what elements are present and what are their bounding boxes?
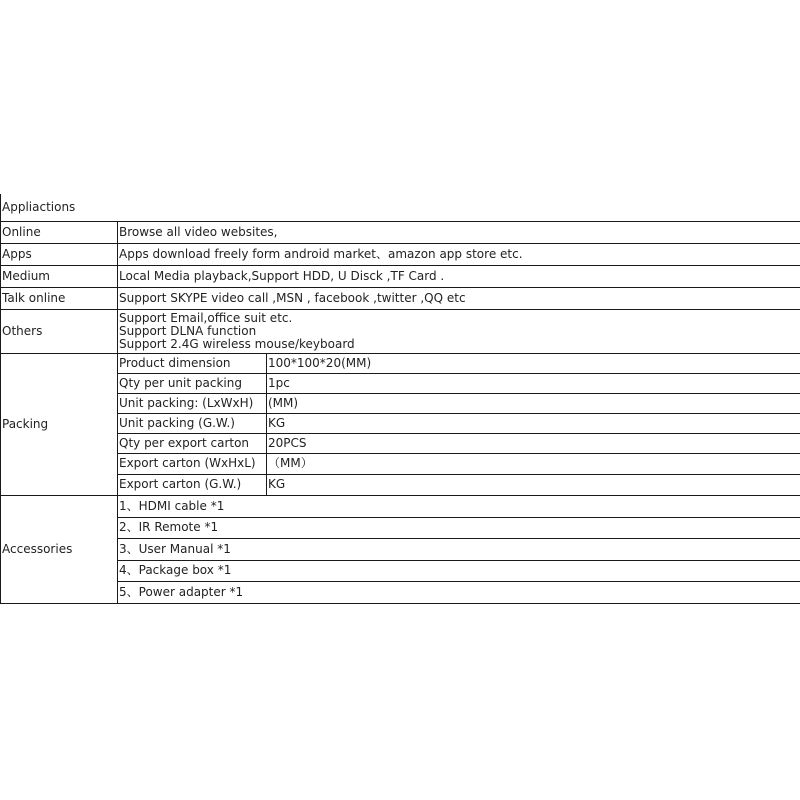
packing-item-name: Export carton (G.W.) bbox=[118, 474, 267, 495]
row-value-online: Browse all video websites, bbox=[118, 221, 800, 243]
accessory-item: 1、HDMI cable *1 bbox=[118, 495, 800, 517]
packing-item-value: 1pc bbox=[267, 373, 800, 393]
table-row bbox=[1, 373, 800, 393]
table-row bbox=[1, 413, 800, 433]
packing-item-name: Qty per export carton bbox=[118, 433, 267, 453]
table-row bbox=[1, 538, 800, 560]
table-row bbox=[1, 495, 800, 517]
accessory-item: 3、User Manual *1 bbox=[118, 538, 800, 560]
row-label-packing: Packing bbox=[1, 353, 118, 495]
table-row bbox=[1, 265, 800, 287]
row-value-medium: Local Media playback,Support HDD, U Disck ,TF Card . bbox=[118, 265, 800, 287]
table-row bbox=[1, 517, 800, 538]
packing-item-value: 20PCS bbox=[267, 433, 800, 453]
packing-item-value: KG bbox=[267, 474, 800, 495]
packing-item-name: Qty per unit packing bbox=[118, 373, 267, 393]
row-label-accessories: Accessories bbox=[1, 495, 118, 603]
packing-item-value: KG bbox=[267, 413, 800, 433]
table-row bbox=[1, 243, 800, 265]
table-row bbox=[1, 353, 800, 373]
packing-item-name: Unit packing: (LxWxH) bbox=[118, 393, 267, 413]
spec-table bbox=[0, 194, 800, 604]
packing-item-value: （MM） bbox=[267, 453, 800, 474]
table-row bbox=[1, 393, 800, 413]
accessory-item: 4、Package box *1 bbox=[118, 560, 800, 581]
table-row bbox=[1, 453, 800, 474]
packing-item-value: (MM) bbox=[267, 393, 800, 413]
packing-item-value: 100*100*20(MM) bbox=[267, 353, 800, 373]
row-label-online: Online bbox=[1, 221, 118, 243]
row-value-talk-online: Support SKYPE video call ,MSN , facebook ,twitter ,QQ etc bbox=[118, 287, 800, 309]
table-row bbox=[1, 433, 800, 453]
row-label-apps: Apps bbox=[1, 243, 118, 265]
packing-item-name: Unit packing (G.W.) bbox=[118, 413, 267, 433]
table-title: Appliactions bbox=[1, 194, 800, 221]
others-line: Support 2.4G wireless mouse/keyboard bbox=[119, 336, 355, 351]
row-value-others bbox=[118, 309, 800, 353]
row-label-others: Others bbox=[1, 309, 118, 353]
accessory-item: 5、Power adapter *1 bbox=[118, 581, 800, 603]
packing-item-name: Export carton (WxHxL) bbox=[118, 453, 267, 474]
table-row bbox=[1, 221, 800, 243]
others-line: Support DLNA function bbox=[119, 323, 257, 338]
table-row bbox=[1, 474, 800, 495]
packing-item-name: Product dimension bbox=[118, 353, 267, 373]
row-value-apps: Apps download freely form android market、amazon app store etc. bbox=[118, 243, 800, 265]
row-label-talk-online: Talk online bbox=[1, 287, 118, 309]
table-row bbox=[1, 287, 800, 309]
table-row bbox=[1, 560, 800, 581]
table-row bbox=[1, 309, 800, 353]
others-line: Support Email,office suit etc. bbox=[119, 310, 293, 325]
table-row bbox=[1, 581, 800, 603]
row-label-medium: Medium bbox=[1, 265, 118, 287]
accessory-item: 2、IR Remote *1 bbox=[118, 517, 800, 538]
